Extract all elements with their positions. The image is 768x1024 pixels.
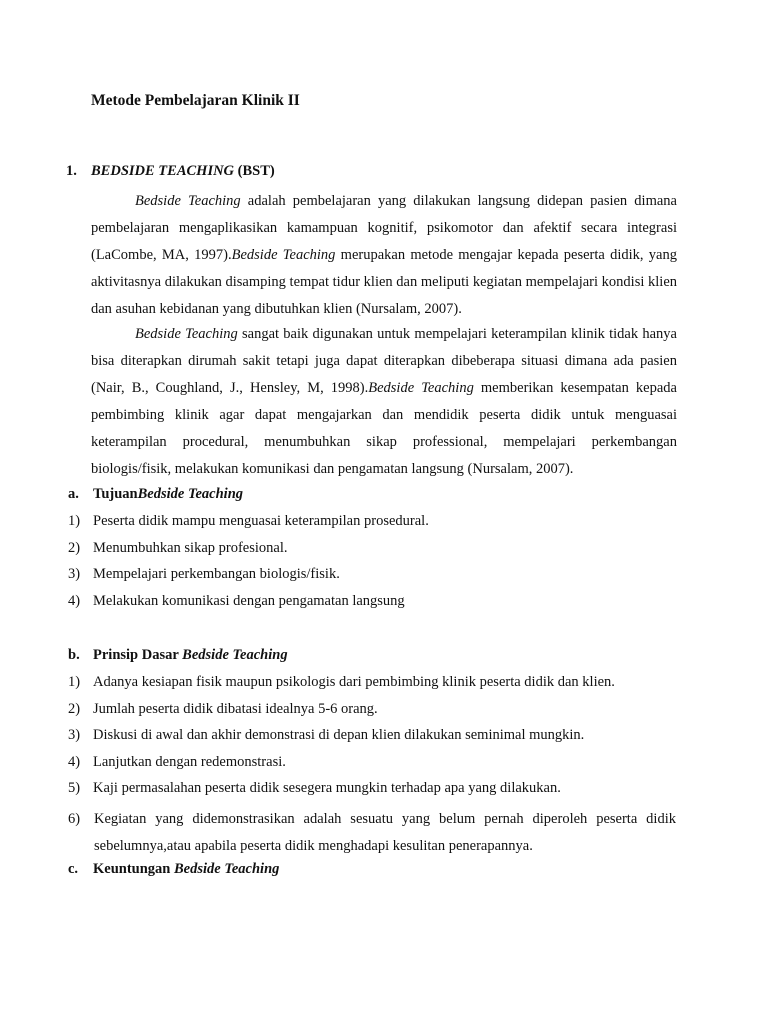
list-item-text: Mempelajari perkembangan biologis/fisik.: [93, 566, 340, 582]
list-item-number: 3): [68, 727, 81, 743]
list-item-text: Adanya kesiapan fisik maupun psikologis dari pembimbing klinik peserta didik dan klien.: [93, 674, 615, 690]
list-item-number: 4): [68, 593, 81, 609]
list-item-number: 2): [68, 701, 81, 717]
list-item-number: 4): [68, 754, 81, 770]
list-item-text-line2: sebelumnya,atau apabila peserta didik menghadapi kesulitan penerapannya.: [94, 838, 533, 854]
list-item-number: 2): [68, 540, 81, 556]
subsection-c-bold: Keuntungan: [93, 861, 174, 877]
list-item-number: 6): [68, 811, 81, 827]
section-heading-rest: (BST): [234, 163, 275, 179]
subsection-b-label: b.: [68, 647, 80, 663]
list-item-number: 1): [68, 674, 81, 690]
list-item-text: Menumbuhkan sikap profesional.: [93, 540, 288, 556]
p1-run-1: adalah pembelajaran yang dilakukan langsung didepan pasien dimana pembelajaran mengaplikasikan kamampuan kognitif, psikomotor dan afektif secara integrasi (LaCombe, MA, 1997).: [91, 193, 677, 263]
subsection-a-label: a.: [68, 486, 79, 502]
list-item-text: Lanjutkan dengan redemonstrasi.: [93, 754, 286, 770]
list-item-number: 5): [68, 780, 81, 796]
p2-run-3: memberikan kesempatan kepada pembimbing klinik agar dapat mengajarkan dan mendidik peserta didik untuk menguasai keterampilan procedural, menumbuhkan sikap professional, mempelajari perkembangan biologis/fisik, melakukan komunikasi dan pengamatan langsung (Nursalam, 2007).: [91, 380, 677, 477]
paragraph-2: [91, 321, 677, 483]
list-item-text: Diskusi di awal dan akhir demonstrasi di depan klien dilakukan seminimal mungkin.: [93, 727, 585, 743]
list-item-text: Melakukan komunikasi dengan pengamatan langsung: [93, 593, 405, 609]
section-heading-italic: BEDSIDE TEACHING: [91, 163, 235, 179]
p2-run-2: Bedside Teaching: [368, 380, 474, 396]
p2-run-1: sangat baik digunakan untuk mempelajari keterampilan klinik tidak hanya bisa diterapkan dirumah sakit tetapi juga dapat diterapkan dibeberapa situasi dimana ada pasien (Nair, B., Coughland, J., Hensley, M, 1998).: [91, 326, 677, 396]
subsection-c-italic: Bedside Teaching: [174, 861, 280, 877]
list-item-text-line1: Kegiatan yang didemonstrasikan adalah sesuatu yang belum pernah diperoleh peserta didik: [94, 811, 676, 827]
document-title: Metode Pembelajaran Klinik II: [91, 92, 300, 109]
paragraph-1: [91, 188, 677, 323]
subsection-b-bold: Prinsip Dasar: [93, 647, 183, 663]
list-item-number: 3): [68, 566, 81, 582]
list-item-number: 1): [68, 513, 81, 529]
subsection-c-label: c.: [68, 861, 79, 877]
p2-run-0: Bedside Teaching: [135, 326, 238, 342]
p1-run-0: Bedside Teaching: [135, 193, 241, 209]
section-number: 1.: [66, 163, 77, 179]
subsection-b-italic: Bedside Teaching: [182, 647, 288, 663]
list-item: [68, 806, 677, 860]
list-item-text: Jumlah peserta didik dibatasi idealnya 5-6 orang.: [93, 701, 378, 717]
subsection-a-italic: Bedside Teaching: [137, 486, 244, 502]
subsection-a-bold: Tujuan: [93, 486, 138, 502]
list-item-text: Kaji permasalahan peserta didik sesegera mungkin terhadap apa yang dilakukan.: [93, 780, 561, 796]
section-heading: [91, 163, 275, 180]
list-item-text: Peserta didik mampu menguasai keterampilan prosedural.: [93, 513, 429, 529]
p1-run-2: Bedside Teaching: [231, 247, 336, 263]
p1-run-3: merupakan metode mengajar kepada peserta didik, yang aktivitasnya dilakukan disamping tempat tidur klien dan meliputi kegiatan mempelajari kondisi klien dan asuhan kebidanan yang dibutuhkan klien (Nursalam, 2007).: [91, 247, 677, 317]
